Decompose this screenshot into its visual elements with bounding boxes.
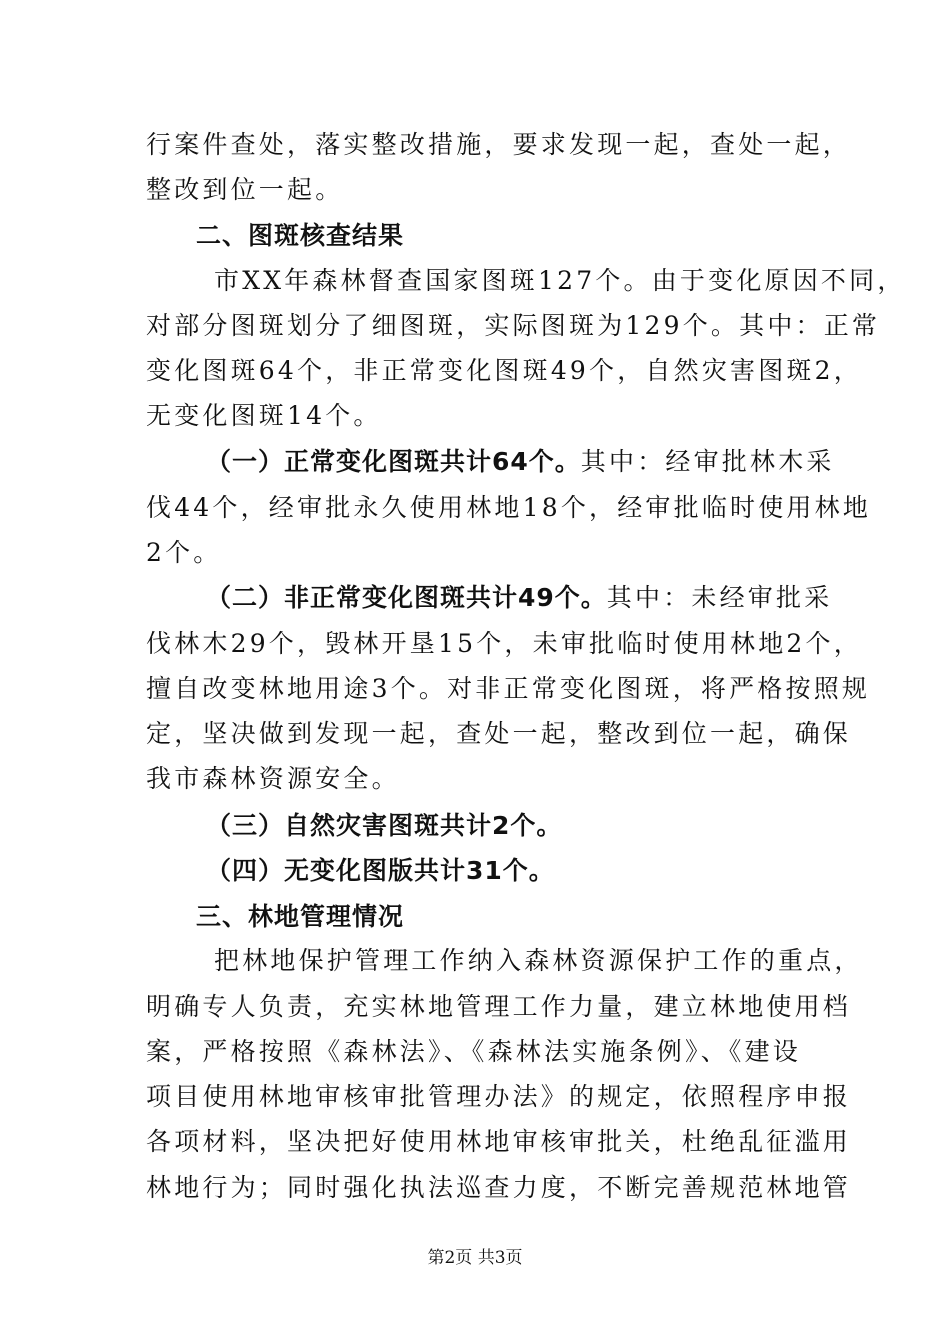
body-line: 对部分图斑划分了细图斑，实际图斑为129个。其中：正常	[146, 311, 881, 340]
body-line: 案，严格按照《森林法》、《森林法实施条例》、《建设	[146, 1037, 802, 1066]
body-line: 定，坚决做到发现一起，查处一起，整改到位一起，确保	[146, 719, 852, 748]
body-line: 擅自改变林地用途3个。对非正常变化图斑，将严格按照规	[146, 674, 871, 703]
section-heading: 三、林地管理情况	[196, 902, 405, 931]
body-line: 伐44个，经审批永久使用林地18个，经审批临时使用林地	[146, 493, 872, 522]
subsection-line	[206, 442, 835, 478]
body-line: 我市森林资源安全。	[146, 764, 400, 793]
body-line: 林地行为；同时强化执法巡查力度，不断完善规范林地管	[146, 1173, 852, 1202]
body-line: 无变化图斑14个。	[146, 401, 382, 430]
subsection-heading: （一）正常变化图斑共计64个。	[206, 447, 581, 476]
subsection-text: 其中：未经审批采	[606, 583, 833, 612]
body-line: 整改到位一起。	[146, 175, 344, 204]
body-line: 伐林木29个，毁林开垦15个，未审批临时使用林地2个，	[146, 629, 862, 658]
body-line: 把林地保护管理工作纳入森林资源保护工作的重点，	[214, 946, 863, 975]
body-line: 项目使用林地审核审批管理办法》的规定，依照程序申报	[146, 1082, 852, 1111]
subsection-text: 其中：经审批林木采	[580, 447, 835, 476]
body-line: 市XX年森林督查国家图斑127个。由于变化原因不同，	[214, 266, 906, 295]
section-heading: 二、图斑核查结果	[196, 221, 405, 250]
body-line: 明确专人负责，充实林地管理工作力量，建立林地使用档	[146, 992, 852, 1021]
subsection-heading: （二）非正常变化图斑共计49个。	[206, 583, 607, 612]
body-line: 2个。	[146, 538, 222, 567]
subsection-line	[206, 578, 832, 614]
body-line: 变化图斑64个，非正常变化图斑49个，自然灾害图斑2，	[146, 356, 862, 385]
body-line: 各项材料，坚决把好使用林地审核审批关，杜绝乱征滥用	[146, 1127, 852, 1156]
page-footer: 第2页 共3页	[427, 1248, 523, 1268]
subsection-heading: （四）无变化图版共计31个。	[206, 856, 555, 885]
subsection-heading: （三）自然灾害图斑共计2个。	[206, 811, 563, 840]
body-line: 行案件查处，落实整改措施，要求发现一起，查处一起，	[146, 130, 852, 159]
